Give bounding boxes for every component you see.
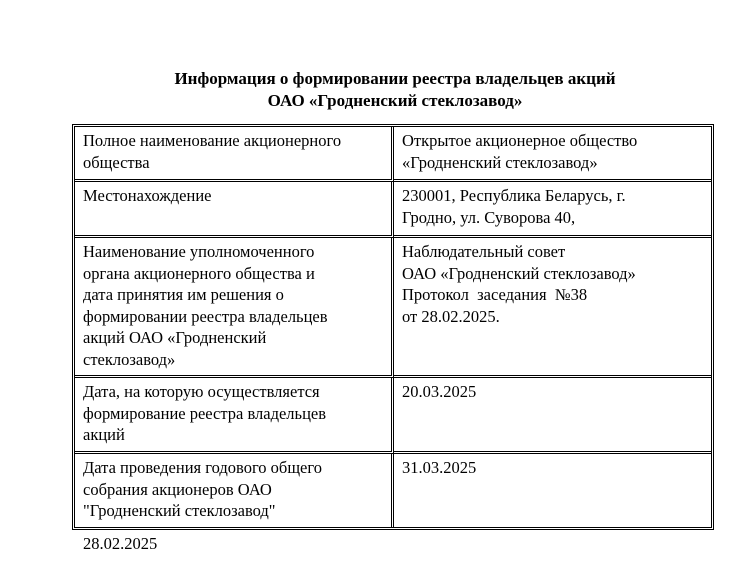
row-5-label-line: "Гродненский стеклозавод" xyxy=(83,501,276,520)
row-5-label-line: собрания акционеров ОАО xyxy=(83,479,272,499)
row-3-value-line: Протокол заседания №38 xyxy=(402,285,588,304)
row-2-label-line: Местонахождение xyxy=(83,186,212,205)
footer-date: 28.02.2025 xyxy=(83,534,158,553)
row-5-label-line: Дата проведения годового общего xyxy=(83,458,322,477)
row-3-label xyxy=(75,238,394,378)
row-2-value-line: Гродно, ул. Суворова 40, xyxy=(402,207,576,227)
row-4-label-line: акций xyxy=(83,425,125,444)
row-1-label xyxy=(75,127,394,182)
row-3-label-line: Наименование уполномоченного xyxy=(83,242,315,261)
row-3-value-line: Наблюдательный совет xyxy=(402,242,566,261)
row-1-value-line: «Гродненский стеклозавод» xyxy=(402,152,598,172)
row-3-label-line: стеклозавод» xyxy=(83,349,176,369)
row-3-label-line: формировании реестра владельцев xyxy=(83,306,328,326)
document-title xyxy=(20,68,746,112)
row-3-label-line: акций ОАО «Гродненский xyxy=(83,328,267,347)
row-4-label-line: Дата, на которую осуществляется xyxy=(83,382,320,401)
row-2-value xyxy=(394,182,711,238)
row-2-value-line: 230001, Республика Беларусь, г. xyxy=(402,186,626,205)
row-4-value-line: 20.03.2025 xyxy=(402,382,477,401)
title-line-2: ОАО «Гродненский стеклозавод» xyxy=(267,91,523,110)
row-1-value xyxy=(394,127,711,182)
row-3-value xyxy=(394,238,711,378)
row-3-value-line: ОАО «Гродненский стеклозавод» xyxy=(402,263,636,283)
row-5-label xyxy=(75,454,394,527)
row-4-label-line: формирование реестра владельцев xyxy=(83,403,327,423)
row-3-label-line: дата принятия им решения о xyxy=(83,285,284,304)
row-1-label-line: общества xyxy=(83,152,150,172)
title-line-1: Информация о формировании реестра владельцев акций xyxy=(174,69,616,88)
row-1-value-line: Открытое акционерное общество xyxy=(402,131,638,150)
row-3-value-line: от 28.02.2025. xyxy=(402,306,500,326)
row-4-label xyxy=(75,378,394,454)
row-3-label-line: органа акционерного общества и xyxy=(83,263,315,283)
info-table xyxy=(72,124,714,530)
row-5-value xyxy=(394,454,711,527)
row-4-value xyxy=(394,378,711,454)
row-5-value-line: 31.03.2025 xyxy=(402,458,477,477)
row-2-label xyxy=(75,182,394,238)
row-1-label-line: Полное наименование акционерного xyxy=(83,131,342,150)
